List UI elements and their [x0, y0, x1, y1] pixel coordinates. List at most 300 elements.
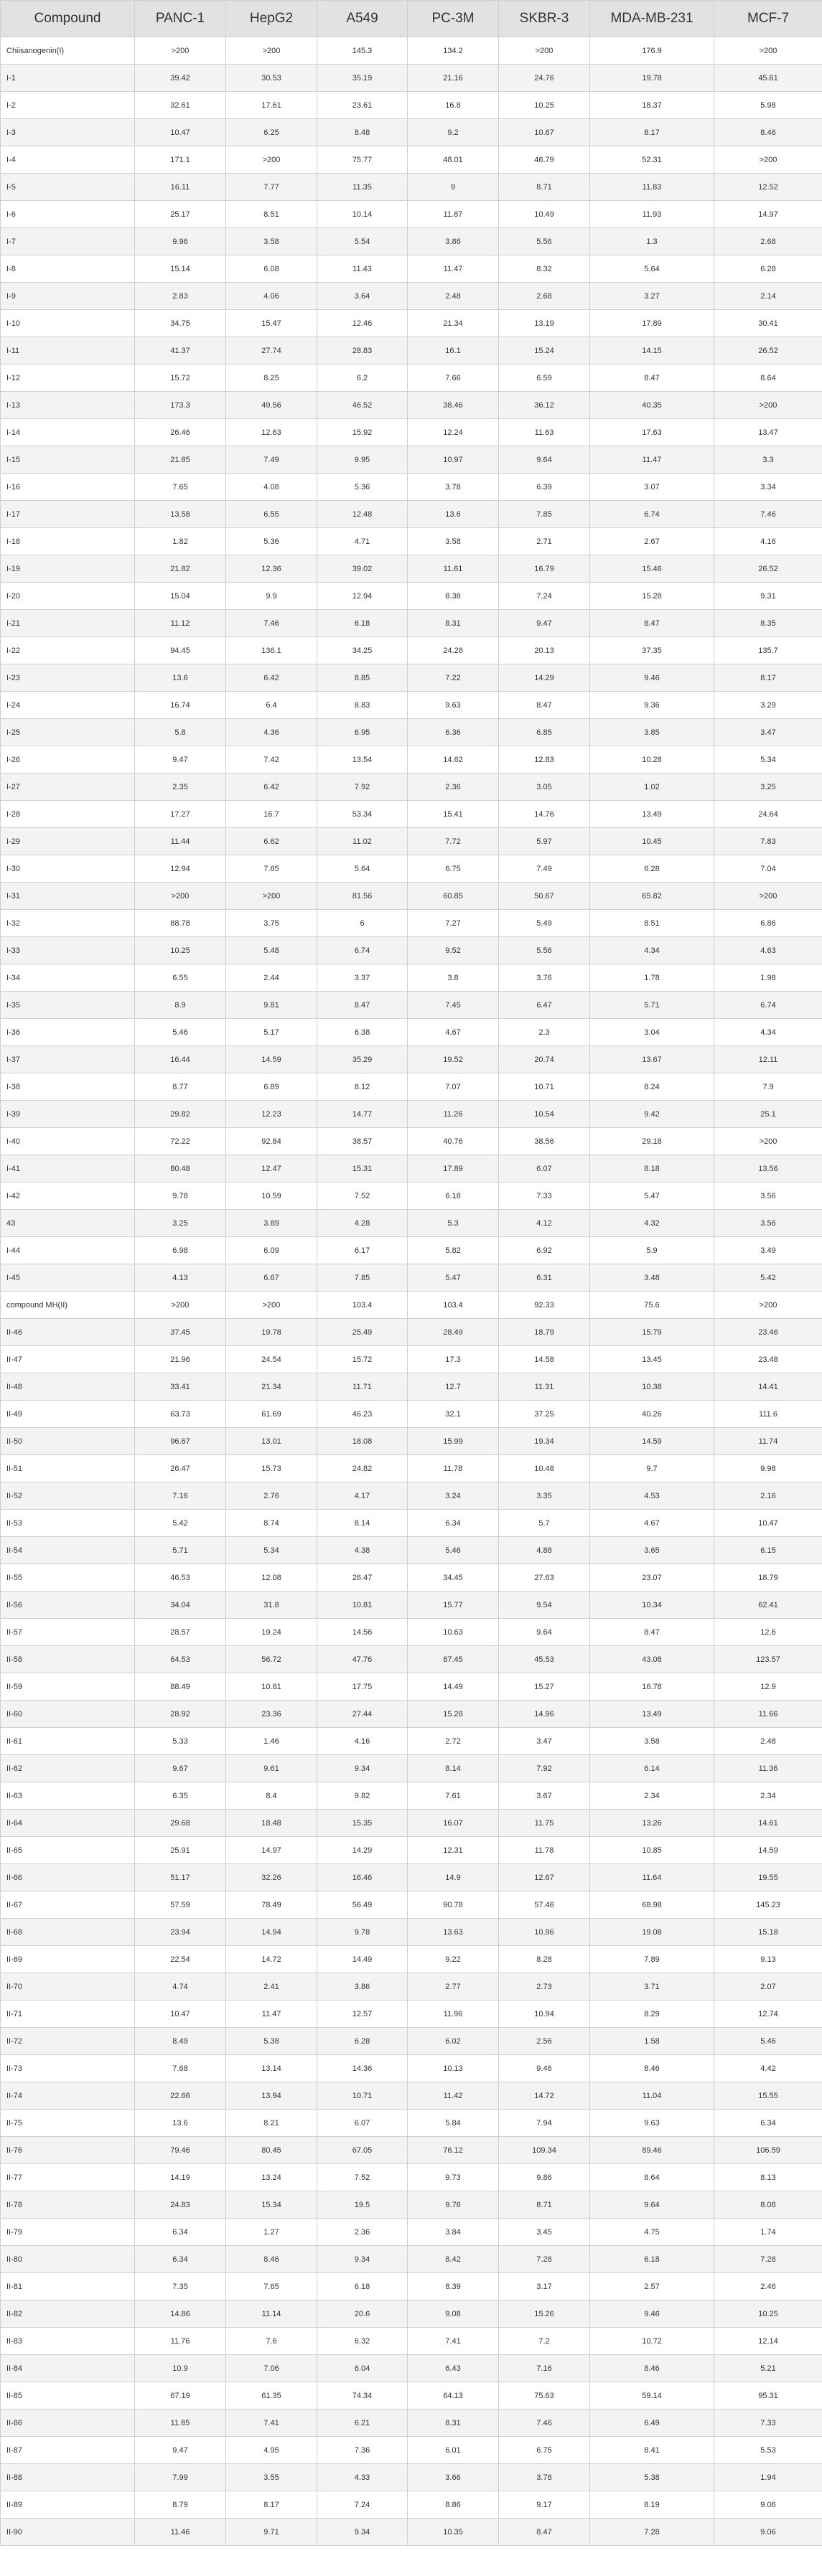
ic50-cell: 13.54	[317, 746, 408, 774]
table-row	[1, 1155, 822, 1183]
ic50-cell: 2.34	[590, 1782, 714, 1810]
table-row	[1, 92, 822, 119]
ic50-cell: 6.47	[499, 992, 590, 1019]
ic50-cell: 8.47	[499, 2519, 590, 2546]
ic50-cell: 9.06	[714, 2519, 822, 2546]
table-row	[1, 2164, 822, 2191]
compound-cell: I-14	[1, 419, 135, 446]
ic50-cell: 31.8	[226, 1592, 317, 1619]
ic50-cell: 92.33	[499, 1292, 590, 1319]
table-row	[1, 2137, 822, 2164]
ic50-cell: 7.24	[499, 583, 590, 610]
ic50-cell: 11.44	[135, 828, 226, 855]
ic50-cell: 87.45	[408, 1646, 499, 1673]
ic50-cell: 10.81	[226, 1673, 317, 1701]
ic50-cell: 4.17	[317, 1482, 408, 1510]
ic50-cell: 7.28	[499, 2246, 590, 2273]
ic50-cell: 5.53	[714, 2437, 822, 2464]
table-row	[1, 1619, 822, 1646]
ic50-cell: 10.14	[317, 201, 408, 228]
ic50-cell: 123.57	[714, 1646, 822, 1673]
table-row	[1, 1919, 822, 1946]
ic50-cell: 13.58	[135, 501, 226, 528]
ic50-cell: 7.28	[590, 2519, 714, 2546]
ic50-cell: 4.95	[226, 2437, 317, 2464]
ic50-cell: 10.34	[590, 1592, 714, 1619]
ic50-cell: 13.56	[714, 1155, 822, 1183]
ic50-cell: 7.45	[408, 992, 499, 1019]
table-row	[1, 37, 822, 65]
ic50-cell: 7.2	[499, 2328, 590, 2355]
ic50-cell: 96.67	[135, 1428, 226, 1455]
ic50-cell: 11.64	[590, 1864, 714, 1891]
ic50-cell: 56.49	[317, 1891, 408, 1919]
ic50-cell: 7.92	[499, 1755, 590, 1782]
ic50-cell: 23.46	[714, 1319, 822, 1346]
ic50-cell: 8.29	[590, 2001, 714, 2028]
ic50-cell: 18.08	[317, 1428, 408, 1455]
ic50-cell: 9.22	[408, 1946, 499, 1973]
ic50-cell: 9.31	[714, 583, 822, 610]
compound-cell: II-85	[1, 2382, 135, 2410]
ic50-cell: 12.7	[408, 1373, 499, 1401]
ic50-cell: 5.47	[590, 1183, 714, 1210]
ic50-cell: 4.63	[714, 937, 822, 964]
table-body	[1, 37, 822, 2546]
ic50-cell: 5.84	[408, 2110, 499, 2137]
ic50-cell: 8.17	[590, 119, 714, 146]
ic50-cell: 19.55	[714, 1864, 822, 1891]
ic50-cell: 4.32	[590, 1210, 714, 1237]
ic50-cell: 3.35	[499, 1482, 590, 1510]
ic50-cell: 9.54	[499, 1592, 590, 1619]
ic50-cell: 6.34	[135, 2246, 226, 2273]
ic50-cell: 6.07	[317, 2110, 408, 2137]
ic50-cell: 57.46	[499, 1891, 590, 1919]
ic50-cell: 7.33	[714, 2410, 822, 2437]
ic50-cell: 7.65	[226, 2273, 317, 2300]
ic50-cell: 89.46	[590, 2137, 714, 2164]
ic50-cell: 68.98	[590, 1891, 714, 1919]
ic50-cell: 15.35	[317, 1810, 408, 1837]
ic50-cell: 8.32	[499, 255, 590, 283]
ic50-cell: 4.75	[590, 2219, 714, 2246]
ic50-cell: 6.39	[499, 474, 590, 501]
ic50-cell: 5.9	[590, 1237, 714, 1264]
compound-cell: I-30	[1, 855, 135, 883]
compound-cell: II-46	[1, 1319, 135, 1346]
ic50-cell: 6.04	[317, 2355, 408, 2382]
ic50-cell: 10.85	[590, 1837, 714, 1864]
ic50-cell: 75.77	[317, 146, 408, 174]
compound-cell: Chiisanogenin(I)	[1, 37, 135, 65]
ic50-cell: 21.82	[135, 555, 226, 583]
ic50-cell: 7.16	[135, 1482, 226, 1510]
ic50-cell: 3.76	[499, 964, 590, 992]
ic50-cell: 6.28	[590, 855, 714, 883]
ic50-cell: 7.99	[135, 2464, 226, 2491]
ic50-cell: 4.34	[590, 937, 714, 964]
ic50-cell: 2.83	[135, 283, 226, 310]
ic50-cell: 14.59	[226, 1046, 317, 1073]
ic50-cell: >200	[714, 392, 822, 419]
compound-cell: II-75	[1, 2110, 135, 2137]
ic50-cell: 16.78	[590, 1673, 714, 1701]
ic50-cell: 26.52	[714, 337, 822, 365]
ic50-cell: 5.46	[135, 1019, 226, 1046]
table-row	[1, 992, 822, 1019]
ic50-cell: 15.31	[317, 1155, 408, 1183]
ic50-cell: 46.79	[499, 146, 590, 174]
ic50-cell: 19.24	[226, 1619, 317, 1646]
ic50-cell: 9.42	[590, 1101, 714, 1128]
ic50-cell: 6.75	[499, 2437, 590, 2464]
ic50-cell: 6.15	[714, 1537, 822, 1564]
compound-cell: II-78	[1, 2191, 135, 2219]
ic50-cell: 24.82	[317, 1455, 408, 1482]
table-row	[1, 2355, 822, 2382]
ic50-cell: 11.26	[408, 1101, 499, 1128]
ic50-cell: 8.08	[714, 2191, 822, 2219]
ic50-cell: 3.55	[226, 2464, 317, 2491]
ic50-cell: 14.36	[317, 2055, 408, 2082]
ic50-cell: 9.9	[226, 583, 317, 610]
ic50-cell: 8.31	[408, 610, 499, 637]
ic50-cell: 40.26	[590, 1401, 714, 1428]
ic50-cell: 20.6	[317, 2300, 408, 2328]
ic50-cell: 19.52	[408, 1046, 499, 1073]
table-row	[1, 1973, 822, 2001]
ic50-cell: 27.63	[499, 1564, 590, 1592]
table-row	[1, 2382, 822, 2410]
ic50-cell: 7.36	[317, 2437, 408, 2464]
ic50-cell: 27.74	[226, 337, 317, 365]
ic50-cell: 16.11	[135, 174, 226, 201]
ic50-cell: 145.23	[714, 1891, 822, 1919]
ic50-cell: 30.53	[226, 65, 317, 92]
ic50-cell: 11.31	[499, 1373, 590, 1401]
ic50-cell: 17.89	[408, 1155, 499, 1183]
ic50-cell: 5.17	[226, 1019, 317, 1046]
ic50-cell: 47.76	[317, 1646, 408, 1673]
ic50-cell: 6.36	[408, 719, 499, 746]
ic50-cell: 13.6	[408, 501, 499, 528]
ic50-cell: 13.47	[714, 419, 822, 446]
table-row	[1, 174, 822, 201]
ic50-cell: 3.86	[408, 228, 499, 255]
ic50-cell: 9.78	[135, 1183, 226, 1210]
ic50-cell: 6.43	[408, 2355, 499, 2382]
table-row	[1, 1946, 822, 1973]
table-row	[1, 719, 822, 746]
ic50-cell: 75.63	[499, 2382, 590, 2410]
ic50-cell: 7.65	[135, 474, 226, 501]
ic50-cell: 5.47	[408, 1264, 499, 1292]
ic50-cell: 51.17	[135, 1864, 226, 1891]
ic50-cell: 14.77	[317, 1101, 408, 1128]
table-row	[1, 1537, 822, 1564]
ic50-cell: 6.98	[135, 1237, 226, 1264]
ic50-cell: 135.7	[714, 637, 822, 664]
ic50-cell: 34.75	[135, 310, 226, 337]
compound-cell: I-28	[1, 801, 135, 828]
ic50-cell: 28.49	[408, 1319, 499, 1346]
ic50-cell: 90.78	[408, 1891, 499, 1919]
ic50-cell: 2.57	[590, 2273, 714, 2300]
ic50-cell: 32.26	[226, 1864, 317, 1891]
ic50-cell: 15.14	[135, 255, 226, 283]
ic50-cell: 16.44	[135, 1046, 226, 1073]
compound-cell: I-42	[1, 1183, 135, 1210]
ic50-cell: 48.01	[408, 146, 499, 174]
ic50-cell: 9.7	[590, 1455, 714, 1482]
ic50-cell: 9.82	[317, 1782, 408, 1810]
ic50-cell: 2.68	[499, 283, 590, 310]
compound-cell: II-90	[1, 2519, 135, 2546]
compound-cell: I-41	[1, 1155, 135, 1183]
ic50-cell: 32.61	[135, 92, 226, 119]
ic50-cell: 3.48	[590, 1264, 714, 1292]
ic50-cell: 39.02	[317, 555, 408, 583]
compound-cell: I-3	[1, 119, 135, 146]
ic50-cell: 24.76	[499, 65, 590, 92]
ic50-cell: 7.49	[226, 446, 317, 474]
ic50-cell: 23.94	[135, 1919, 226, 1946]
ic50-cell: 88.78	[135, 910, 226, 937]
compound-cell: II-81	[1, 2273, 135, 2300]
ic50-cell: 5.8	[135, 719, 226, 746]
table-row	[1, 446, 822, 474]
ic50-cell: 6.02	[408, 2028, 499, 2055]
ic50-cell: 8.19	[590, 2491, 714, 2519]
ic50-cell: 5.3	[408, 1210, 499, 1237]
table-row	[1, 583, 822, 610]
table-row	[1, 228, 822, 255]
ic50-cell: 64.13	[408, 2382, 499, 2410]
ic50-cell: 5.36	[317, 474, 408, 501]
ic50-cell: 9.76	[408, 2191, 499, 2219]
ic50-cell: 6.42	[226, 774, 317, 801]
ic50-cell: 2.34	[714, 1782, 822, 1810]
ic50-cell: 38.46	[408, 392, 499, 419]
ic50-cell: 7.28	[714, 2246, 822, 2273]
ic50-cell: 38.57	[317, 1128, 408, 1155]
compound-cell: I-4	[1, 146, 135, 174]
ic50-cell: 23.36	[226, 1701, 317, 1728]
ic50-cell: 3.8	[408, 964, 499, 992]
ic50-cell: 14.9	[408, 1864, 499, 1891]
ic50-cell: 4.67	[408, 1019, 499, 1046]
ic50-cell: 8.51	[590, 910, 714, 937]
table-row	[1, 964, 822, 992]
compound-cell: II-79	[1, 2219, 135, 2246]
ic50-cell: 12.08	[226, 1564, 317, 1592]
ic50-cell: 7.94	[499, 2110, 590, 2137]
ic50-cell: 79.46	[135, 2137, 226, 2164]
ic50-cell: 6.08	[226, 255, 317, 283]
table-row	[1, 2491, 822, 2519]
ic50-cell: 2.48	[714, 1728, 822, 1755]
compound-cell: I-16	[1, 474, 135, 501]
ic50-cell: 7.52	[317, 1183, 408, 1210]
compound-cell: II-64	[1, 1810, 135, 1837]
ic50-cell: 8.31	[408, 2410, 499, 2437]
compound-cell: II-69	[1, 1946, 135, 1973]
ic50-cell: 14.29	[317, 1837, 408, 1864]
ic50-cell: 9.52	[408, 937, 499, 964]
ic50-cell: 6.34	[408, 1510, 499, 1537]
ic50-cell: 9.34	[317, 2246, 408, 2273]
ic50-cell: 36.12	[499, 392, 590, 419]
ic50-cell: 80.45	[226, 2137, 317, 2164]
ic50-cell: 8.46	[590, 2355, 714, 2382]
ic50-cell: 9.34	[317, 2519, 408, 2546]
ic50-cell: 15.46	[590, 555, 714, 583]
ic50-cell: 67.19	[135, 2382, 226, 2410]
ic50-cell: 103.4	[408, 1292, 499, 1319]
ic50-cell: 6.35	[135, 1782, 226, 1810]
compound-cell: II-84	[1, 2355, 135, 2382]
ic50-cell: 3.56	[714, 1210, 822, 1237]
table-row	[1, 910, 822, 937]
ic50-cell: 3.71	[590, 1973, 714, 2001]
ic50-cell: 17.3	[408, 1346, 499, 1373]
ic50-cell: 7.46	[714, 501, 822, 528]
ic50-cell: 8.74	[226, 1510, 317, 1537]
ic50-cell: 2.36	[317, 2219, 408, 2246]
ic50-cell: 6.86	[714, 910, 822, 937]
compound-cell: I-9	[1, 283, 135, 310]
ic50-cell: 12.52	[714, 174, 822, 201]
compound-cell: II-60	[1, 1701, 135, 1728]
ic50-cell: 4.42	[714, 2055, 822, 2082]
ic50-cell: 14.61	[714, 1810, 822, 1837]
ic50-cell: 14.49	[317, 1946, 408, 1973]
ic50-cell: 88.49	[135, 1673, 226, 1701]
ic50-cell: 19.08	[590, 1919, 714, 1946]
ic50-cell: 12.94	[317, 583, 408, 610]
ic50-cell: 14.86	[135, 2300, 226, 2328]
ic50-cell: 8.24	[590, 1073, 714, 1101]
ic50-cell: 8.38	[408, 583, 499, 610]
ic50-cell: 12.9	[714, 1673, 822, 1701]
ic50-cell: 1.58	[590, 2028, 714, 2055]
table-row	[1, 664, 822, 692]
ic50-cell: 10.72	[590, 2328, 714, 2355]
ic50-cell: 6.18	[317, 610, 408, 637]
ic50-cell: 6.4	[226, 692, 317, 719]
ic50-cell: 6.34	[135, 2219, 226, 2246]
table-row	[1, 746, 822, 774]
ic50-cell: 5.34	[714, 746, 822, 774]
ic50-cell: 4.13	[135, 1264, 226, 1292]
table-row	[1, 337, 822, 365]
ic50-cell: 14.19	[135, 2164, 226, 2191]
ic50-cell: 18.79	[714, 1564, 822, 1592]
compound-cell: I-19	[1, 555, 135, 583]
ic50-cell: 8.46	[590, 2055, 714, 2082]
ic50-cell: 8.9	[135, 992, 226, 1019]
ic50-cell: 1.3	[590, 228, 714, 255]
ic50-cell: 15.73	[226, 1455, 317, 1482]
ic50-cell: 10.25	[135, 937, 226, 964]
ic50-cell: 176.9	[590, 37, 714, 65]
ic50-cell: 5.46	[714, 2028, 822, 2055]
ic50-cell: 11.36	[714, 1755, 822, 1782]
ic50-cell: 145.3	[317, 37, 408, 65]
table-row	[1, 2246, 822, 2273]
ic50-cell: 8.79	[135, 2491, 226, 2519]
ic50-cell: 9.71	[226, 2519, 317, 2546]
ic50-cell: 5.7	[499, 1510, 590, 1537]
ic50-cell: 10.9	[135, 2355, 226, 2382]
ic50-cell: 7.92	[317, 774, 408, 801]
ic50-cell: 1.78	[590, 964, 714, 992]
ic50-cell: 24.54	[226, 1346, 317, 1373]
ic50-cell: 5.54	[317, 228, 408, 255]
ic50-cell: 34.45	[408, 1564, 499, 1592]
ic50-cell: 5.98	[714, 92, 822, 119]
ic50-cell: 13.19	[499, 310, 590, 337]
ic50-cell: 41.37	[135, 337, 226, 365]
table-row	[1, 1428, 822, 1455]
ic50-cell: 19.78	[226, 1319, 317, 1346]
ic50-cell: 18.79	[499, 1319, 590, 1346]
ic50-cell: 10.47	[714, 1510, 822, 1537]
ic50-cell: 11.47	[408, 255, 499, 283]
ic50-cell: 3.84	[408, 2219, 499, 2246]
ic50-cell: 7.04	[714, 855, 822, 883]
table-row	[1, 474, 822, 501]
table-row	[1, 2191, 822, 2219]
table-row	[1, 1455, 822, 1482]
ic50-cell: 75.6	[590, 1292, 714, 1319]
table-row	[1, 2410, 822, 2437]
ic50-cell: 106.59	[714, 2137, 822, 2164]
ic50-cell: 21.96	[135, 1346, 226, 1373]
compound-cell: II-53	[1, 1510, 135, 1537]
table-row	[1, 255, 822, 283]
ic50-cell: 10.45	[590, 828, 714, 855]
table-row	[1, 2328, 822, 2355]
ic50-cell: 111.6	[714, 1401, 822, 1428]
ic50-cell: 8.47	[590, 365, 714, 392]
ic50-cell: 5.34	[226, 1537, 317, 1564]
compound-cell: II-47	[1, 1346, 135, 1373]
ic50-cell: 9.63	[590, 2110, 714, 2137]
ic50-cell: 13.26	[590, 1810, 714, 1837]
ic50-cell: 20.74	[499, 1046, 590, 1073]
compound-cell: II-77	[1, 2164, 135, 2191]
ic50-cell: 15.24	[499, 337, 590, 365]
ic50-cell: 11.14	[226, 2300, 317, 2328]
ic50-cell: 10.47	[135, 119, 226, 146]
ic50-cell: 24.28	[408, 637, 499, 664]
ic50-cell: 8.77	[135, 1073, 226, 1101]
ic50-cell: 13.45	[590, 1346, 714, 1373]
ic50-cell: 10.48	[499, 1455, 590, 1482]
table-row	[1, 1864, 822, 1891]
ic50-cell: 14.59	[714, 1837, 822, 1864]
ic50-cell: >200	[135, 1292, 226, 1319]
ic50-cell: 7.06	[226, 2355, 317, 2382]
compound-cell: I-36	[1, 1019, 135, 1046]
table-row	[1, 2464, 822, 2491]
ic50-cell: 12.48	[317, 501, 408, 528]
ic50-cell: 2.14	[714, 283, 822, 310]
ic50-cell: 6.75	[408, 855, 499, 883]
ic50-cell: 7.49	[499, 855, 590, 883]
